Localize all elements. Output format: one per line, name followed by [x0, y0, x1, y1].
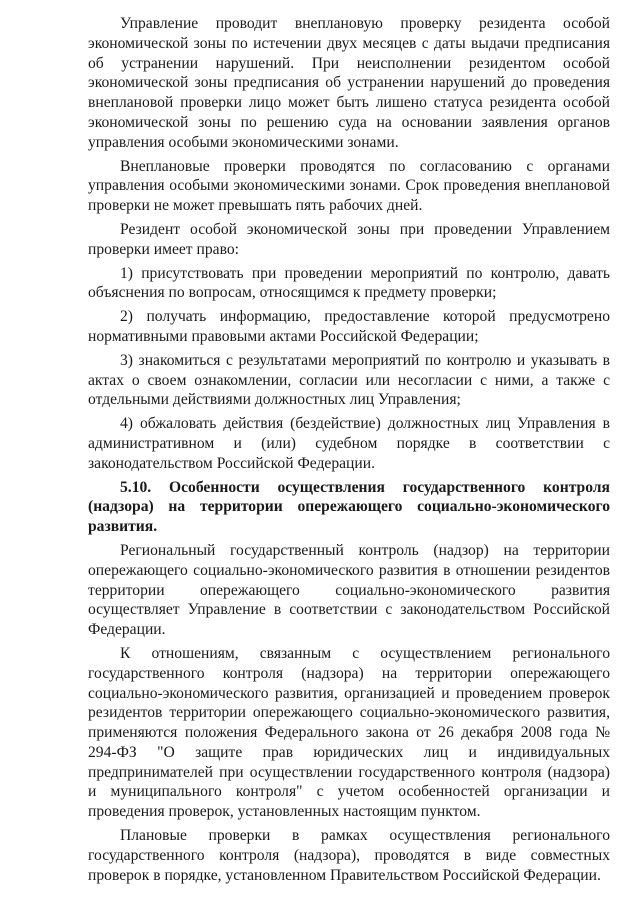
list-item-right-1: 1) присутствовать при проведении мероприятий по контролю, давать объяснения по вопросам, относящимся к предмету проверки; [88, 264, 610, 302]
list-item-right-4: 4) обжаловать действия (бездействие) должностных лиц Управления в административном и (или) судебном порядке в соответствии с законодательством Российской Федерации. [88, 415, 610, 472]
paragraph-federal-law: К отношениям, связанным с осуществлением регионального государственного контроля (надзора) на территории опережающего социально-экономического развития, организацией и проведением проверок резидентов территории опережающего социально-экономического развития, применяются положения Федерального закона от 26 декабря 2008 года № 294-ФЗ "О защите прав юридических лиц и индивидуальных предпринимателей при осуществлении государственного контроля (надзора) и муниципального контроля" с учетом особенностей организации и проведения проверок, установленных настоящим пунктом. [88, 644, 610, 821]
list-item-right-3: 3) знакомиться с результатами мероприятий по контролю и указывать в актах о своем ознакомлении, согласии или несогласии с ними, а также с отдельными действиями должностных лиц Управления; [88, 351, 610, 409]
list-item-right-2: 2) получать информацию, предоставление которой предусмотрено нормативными правовыми актами Российской Федерации; [88, 308, 610, 345]
paragraph-unscheduled-inspection: Управление проводит внеплановую проверку резидента особой экономической зоны по истечении двух месяцев с даты выдачи предписания об устранении нарушений. При неисполнении резидентом особой экономической зоны предписания об устранении нарушений до проведения внеплановой проверки лицо может быть лишено статуса резидента особой экономической зоны по решению суда на основании заявления органов управления особыми экономическими зонами. [88, 15, 610, 151]
paragraph-inspection-terms: Внеплановые проверки проводятся по согласованию с органами управления особыми экономическими зонами. Срок проведения внеплановой проверки не может превышать пять рабочих дней. [88, 157, 610, 215]
paragraph-scheduled-inspections: Плановые проверки в рамках осуществления регионального государственного контроля (надзора), проводятся в виде совместных проверок в порядке, установленном Правительством Российской Федерации. [88, 827, 610, 884]
paragraph-resident-rights-intro: Резидент особой экономической зоны при проведении Управлением проверки имеет право: [88, 220, 610, 258]
paragraph-regional-control: Региональный государственный контроль (надзор) на территории опережающего социально-экономического развития в отношении резидентов территории опережающего социально-экономического развития осуществляет Управление в соответствии с законодательством Российской Федерации. [88, 541, 610, 639]
section-heading-5-10: 5.10. Особенности осуществления государственного контроля (надзора) на территории опережающего социально-экономического развития. [88, 478, 610, 536]
